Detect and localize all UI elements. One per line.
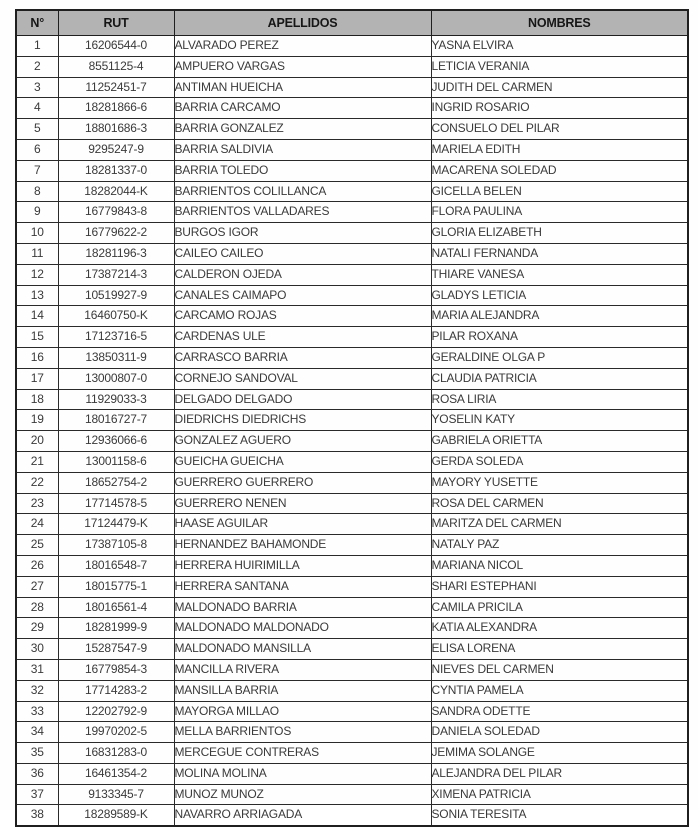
table-row	[16, 243, 688, 264]
table-body	[16, 36, 688, 827]
cell-nombres: YASNA ELVIRA	[431, 36, 688, 57]
table-row	[16, 659, 688, 680]
table-row	[16, 56, 688, 77]
cell-rut: 17387214-3	[58, 264, 174, 285]
cell-nombres: JUDITH DEL CARMEN	[431, 77, 688, 98]
cell-nombres: SHARI ESTEPHANI	[431, 576, 688, 597]
cell-apellidos: BARRIA GONZALEZ	[174, 119, 431, 140]
column-header-num: N°	[16, 10, 58, 36]
table-row	[16, 555, 688, 576]
column-header-rut: RUT	[58, 10, 174, 36]
cell-apellidos: BARRIA CARCAMO	[174, 98, 431, 119]
cell-num: 37	[16, 784, 58, 805]
cell-nombres: YOSELIN KATY	[431, 410, 688, 431]
cell-num: 31	[16, 659, 58, 680]
cell-nombres: GERALDINE OLGA P	[431, 347, 688, 368]
cell-apellidos: HERRERA HUIRIMILLA	[174, 555, 431, 576]
cell-num: 11	[16, 243, 58, 264]
table-row	[16, 784, 688, 805]
cell-apellidos: CANALES CAIMAPO	[174, 285, 431, 306]
cell-nombres: MACARENA SOLEDAD	[431, 160, 688, 181]
cell-nombres: DANIELA SOLEDAD	[431, 722, 688, 743]
cell-nombres: GABRIELA ORIETTA	[431, 431, 688, 452]
cell-num: 1	[16, 36, 58, 57]
cell-num: 23	[16, 493, 58, 514]
cell-rut: 18281337-0	[58, 160, 174, 181]
cell-rut: 18801686-3	[58, 119, 174, 140]
cell-num: 34	[16, 722, 58, 743]
cell-num: 28	[16, 597, 58, 618]
cell-num: 27	[16, 576, 58, 597]
cell-apellidos: GUERRERO GUERRERO	[174, 472, 431, 493]
cell-rut: 18281196-3	[58, 243, 174, 264]
cell-apellidos: ANTIMAN HUEICHA	[174, 77, 431, 98]
cell-rut: 18282044-K	[58, 181, 174, 202]
cell-rut: 12202792-9	[58, 701, 174, 722]
cell-apellidos: CAILEO CAILEO	[174, 243, 431, 264]
table-row	[16, 701, 688, 722]
cell-nombres: GICELLA BELEN	[431, 181, 688, 202]
cell-rut: 18016548-7	[58, 555, 174, 576]
cell-apellidos: GUEICHA GUEICHA	[174, 451, 431, 472]
table-row	[16, 639, 688, 660]
cell-apellidos: MERCEGUE CONTRERAS	[174, 743, 431, 764]
table-row	[16, 618, 688, 639]
cell-rut: 16206544-0	[58, 36, 174, 57]
cell-nombres: PILAR ROXANA	[431, 327, 688, 348]
cell-nombres: FLORA PAULINA	[431, 202, 688, 223]
cell-num: 36	[16, 763, 58, 784]
cell-rut: 9295247-9	[58, 139, 174, 160]
cell-apellidos: BARRIA TOLEDO	[174, 160, 431, 181]
cell-rut: 16779843-8	[58, 202, 174, 223]
cell-num: 32	[16, 680, 58, 701]
cell-rut: 17124479-K	[58, 514, 174, 535]
cell-nombres: NATALI FERNANDA	[431, 243, 688, 264]
cell-num: 19	[16, 410, 58, 431]
cell-nombres: JEMIMA SOLANGE	[431, 743, 688, 764]
cell-num: 5	[16, 119, 58, 140]
cell-nombres: THIARE VANESA	[431, 264, 688, 285]
table-row	[16, 451, 688, 472]
cell-rut: 17387105-8	[58, 535, 174, 556]
cell-num: 16	[16, 347, 58, 368]
cell-apellidos: BURGOS IGOR	[174, 223, 431, 244]
cell-num: 8	[16, 181, 58, 202]
cell-apellidos: CARRASCO BARRIA	[174, 347, 431, 368]
cell-apellidos: MAYORGA MILLAO	[174, 701, 431, 722]
cell-rut: 16779622-2	[58, 223, 174, 244]
cell-num: 26	[16, 555, 58, 576]
table-row	[16, 805, 688, 826]
cell-rut: 18289589-K	[58, 805, 174, 826]
cell-nombres: CONSUELO DEL PILAR	[431, 119, 688, 140]
column-header-apellidos: APELLIDOS	[174, 10, 431, 36]
cell-num: 6	[16, 139, 58, 160]
table-row	[16, 514, 688, 535]
cell-num: 12	[16, 264, 58, 285]
cell-num: 13	[16, 285, 58, 306]
cell-nombres: SANDRA ODETTE	[431, 701, 688, 722]
cell-num: 33	[16, 701, 58, 722]
cell-apellidos: BARRIENTOS VALLADARES	[174, 202, 431, 223]
table-row	[16, 202, 688, 223]
cell-num: 35	[16, 743, 58, 764]
table-row	[16, 160, 688, 181]
cell-rut: 19970202-5	[58, 722, 174, 743]
cell-nombres: CYNTIA PAMELA	[431, 680, 688, 701]
cell-apellidos: MOLINA MOLINA	[174, 763, 431, 784]
table-row	[16, 680, 688, 701]
cell-apellidos: CORNEJO SANDOVAL	[174, 368, 431, 389]
cell-rut: 16779854-3	[58, 659, 174, 680]
cell-num: 30	[16, 639, 58, 660]
cell-apellidos: NAVARRO ARRIAGADA	[174, 805, 431, 826]
cell-num: 20	[16, 431, 58, 452]
cell-nombres: GLORIA ELIZABETH	[431, 223, 688, 244]
table-row	[16, 493, 688, 514]
cell-num: 38	[16, 805, 58, 826]
table-row	[16, 306, 688, 327]
cell-apellidos: BARRIENTOS COLILLANCA	[174, 181, 431, 202]
table-row	[16, 368, 688, 389]
cell-num: 15	[16, 327, 58, 348]
cell-apellidos: BARRIA SALDIVIA	[174, 139, 431, 160]
table-row	[16, 743, 688, 764]
cell-apellidos: CALDERON OJEDA	[174, 264, 431, 285]
cell-rut: 13850311-9	[58, 347, 174, 368]
cell-rut: 18652754-2	[58, 472, 174, 493]
cell-apellidos: ALVARADO PEREZ	[174, 36, 431, 57]
cell-apellidos: HERRERA SANTANA	[174, 576, 431, 597]
cell-num: 3	[16, 77, 58, 98]
table-row	[16, 36, 688, 57]
table-row	[16, 181, 688, 202]
cell-nombres: GLADYS LETICIA	[431, 285, 688, 306]
table-row	[16, 597, 688, 618]
cell-nombres: ELISA LORENA	[431, 639, 688, 660]
cell-nombres: INGRID ROSARIO	[431, 98, 688, 119]
cell-num: 14	[16, 306, 58, 327]
cell-apellidos: AMPUERO VARGAS	[174, 56, 431, 77]
cell-rut: 18281866-6	[58, 98, 174, 119]
cell-num: 21	[16, 451, 58, 472]
cell-apellidos: CARDENAS ULE	[174, 327, 431, 348]
cell-apellidos: MUNOZ MUNOZ	[174, 784, 431, 805]
cell-nombres: CLAUDIA PATRICIA	[431, 368, 688, 389]
cell-apellidos: MANSILLA BARRIA	[174, 680, 431, 701]
cell-apellidos: GONZALEZ AGUERO	[174, 431, 431, 452]
cell-rut: 8551125-4	[58, 56, 174, 77]
cell-num: 25	[16, 535, 58, 556]
cell-apellidos: MALDONADO BARRIA	[174, 597, 431, 618]
cell-rut: 18281999-9	[58, 618, 174, 639]
cell-nombres: LETICIA VERANIA	[431, 56, 688, 77]
table-row	[16, 327, 688, 348]
cell-num: 24	[16, 514, 58, 535]
table-row	[16, 98, 688, 119]
cell-nombres: CAMILA PRICILA	[431, 597, 688, 618]
table-row	[16, 389, 688, 410]
table-row	[16, 119, 688, 140]
cell-rut: 13001158-6	[58, 451, 174, 472]
cell-apellidos: MALDONADO MANSILLA	[174, 639, 431, 660]
cell-nombres: NIEVES DEL CARMEN	[431, 659, 688, 680]
cell-apellidos: MELLA BARRIENTOS	[174, 722, 431, 743]
cell-rut: 13000807-0	[58, 368, 174, 389]
cell-nombres: MARIANA NICOL	[431, 555, 688, 576]
table-row	[16, 139, 688, 160]
cell-nombres: KATIA ALEXANDRA	[431, 618, 688, 639]
cell-rut: 18015775-1	[58, 576, 174, 597]
cell-rut: 11252451-7	[58, 77, 174, 98]
cell-num: 22	[16, 472, 58, 493]
table-row	[16, 264, 688, 285]
table-row	[16, 763, 688, 784]
cell-rut: 18016561-4	[58, 597, 174, 618]
cell-apellidos: HAASE AGUILAR	[174, 514, 431, 535]
cell-nombres: MAYORY YUSETTE	[431, 472, 688, 493]
cell-rut: 17714578-5	[58, 493, 174, 514]
cell-num: 10	[16, 223, 58, 244]
cell-nombres: XIMENA PATRICIA	[431, 784, 688, 805]
cell-rut: 10519927-9	[58, 285, 174, 306]
cell-nombres: MARITZA DEL CARMEN	[431, 514, 688, 535]
roster-table	[15, 9, 689, 827]
table-row	[16, 722, 688, 743]
table-row	[16, 77, 688, 98]
cell-num: 17	[16, 368, 58, 389]
cell-apellidos: MALDONADO MALDONADO	[174, 618, 431, 639]
cell-rut: 9133345-7	[58, 784, 174, 805]
cell-nombres: GERDA SOLEDA	[431, 451, 688, 472]
column-header-nombres: NOMBRES	[431, 10, 688, 36]
cell-nombres: ALEJANDRA DEL PILAR	[431, 763, 688, 784]
table-row	[16, 347, 688, 368]
cell-apellidos: HERNANDEZ BAHAMONDE	[174, 535, 431, 556]
cell-apellidos: GUERRERO NENEN	[174, 493, 431, 514]
cell-num: 18	[16, 389, 58, 410]
table-row	[16, 410, 688, 431]
cell-nombres: SONIA TERESITA	[431, 805, 688, 826]
cell-num: 4	[16, 98, 58, 119]
cell-rut: 18016727-7	[58, 410, 174, 431]
cell-num: 2	[16, 56, 58, 77]
table-row	[16, 576, 688, 597]
cell-num: 7	[16, 160, 58, 181]
cell-num: 29	[16, 618, 58, 639]
cell-rut: 16461354-2	[58, 763, 174, 784]
cell-nombres: MARIA ALEJANDRA	[431, 306, 688, 327]
cell-apellidos: DIEDRICHS DIEDRICHS	[174, 410, 431, 431]
header-row	[16, 10, 688, 36]
cell-rut: 17714283-2	[58, 680, 174, 701]
table-row	[16, 223, 688, 244]
cell-rut: 16460750-K	[58, 306, 174, 327]
table-row	[16, 472, 688, 493]
cell-rut: 11929033-3	[58, 389, 174, 410]
cell-nombres: ROSA DEL CARMEN	[431, 493, 688, 514]
table-row	[16, 535, 688, 556]
cell-rut: 15287547-9	[58, 639, 174, 660]
cell-apellidos: CARCAMO ROJAS	[174, 306, 431, 327]
table-row	[16, 431, 688, 452]
cell-nombres: ROSA LIRIA	[431, 389, 688, 410]
cell-rut: 17123716-5	[58, 327, 174, 348]
cell-num: 9	[16, 202, 58, 223]
cell-rut: 12936066-6	[58, 431, 174, 452]
cell-rut: 16831283-0	[58, 743, 174, 764]
cell-apellidos: DELGADO DELGADO	[174, 389, 431, 410]
cell-nombres: MARIELA EDITH	[431, 139, 688, 160]
cell-apellidos: MANCILLA RIVERA	[174, 659, 431, 680]
cell-nombres: NATALY PAZ	[431, 535, 688, 556]
table-row	[16, 285, 688, 306]
